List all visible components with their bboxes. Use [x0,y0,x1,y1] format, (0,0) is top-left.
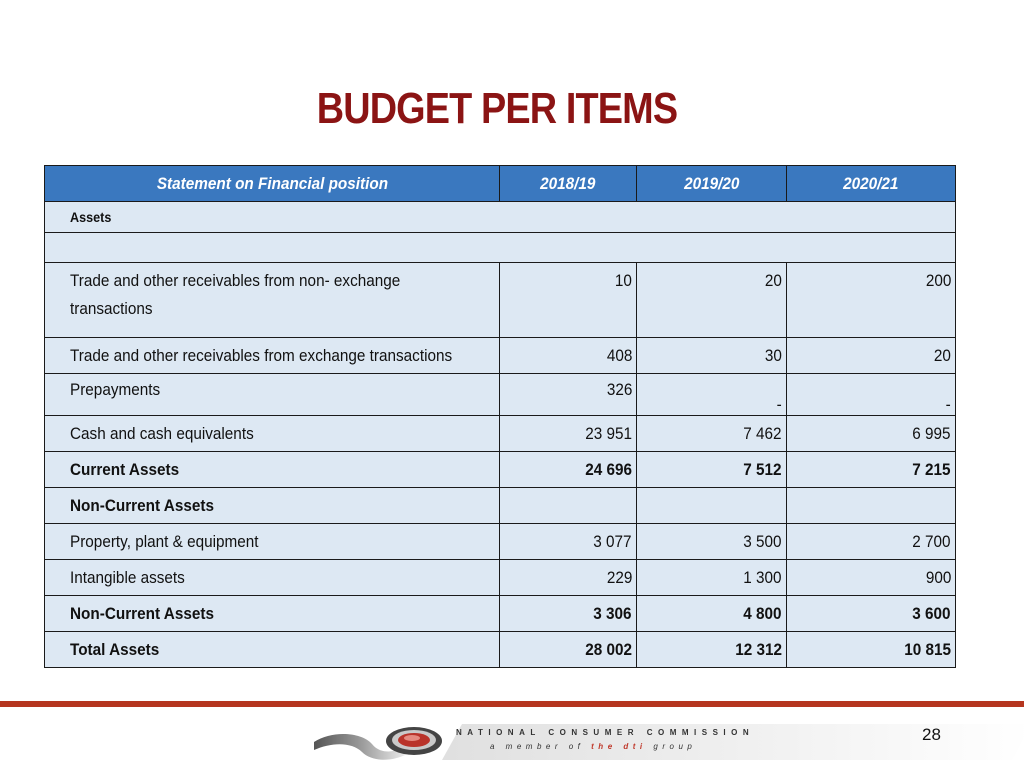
cell-value: 20 [787,338,956,374]
header-statement: Statement on Financial position [45,166,500,202]
org-tagline: a member of the dti group [490,742,697,751]
row-label: Intangible assets [45,560,500,596]
row-label: Cash and cash equivalents [45,416,500,452]
cell-value: 28 002 [500,632,637,668]
table-header-row [45,166,956,202]
row-label: Non-Current Assets [45,596,500,632]
header-2019-20: 2019/20 [637,166,787,202]
cell-value [500,488,637,524]
cell-value [637,488,787,524]
row-label: Property, plant & equipment [45,524,500,560]
cell-value: 200 [787,263,956,338]
cell-value: 20 [637,263,787,338]
table-row-total [45,632,956,668]
cell-value: - [787,374,956,416]
table-row [45,416,956,452]
cell-value: 3 077 [500,524,637,560]
cell-value: 3 600 [787,596,956,632]
row-label: Prepayments [45,374,500,416]
slide-title: BUDGET PER ITEMS [316,84,678,133]
cell-value: 12 312 [637,632,787,668]
table-row [45,560,956,596]
cell-value: 7 512 [637,452,787,488]
header-2018-19: 2018/19 [500,166,637,202]
cell-value: 10 [500,263,637,338]
row-label: Total Assets [45,632,500,668]
cell-value: 7 462 [637,416,787,452]
budget-table [44,165,956,668]
header-2020-21: 2020/21 [787,166,956,202]
table-row-subtotal [45,596,956,632]
section-label: Assets [45,202,956,233]
table-row [45,374,956,416]
cell-value: 1 300 [637,560,787,596]
cell-value: 3 306 [500,596,637,632]
org-name: NATIONAL CONSUMER COMMISSION [456,728,755,737]
cell-value: 229 [500,560,637,596]
table-row-section [45,488,956,524]
cell-value: 3 500 [637,524,787,560]
cell-value: 900 [787,560,956,596]
page-number: 28 [922,725,941,744]
row-label: Trade and other receivables from non- exchange transactions [45,263,500,338]
cell-value: 4 800 [637,596,787,632]
cell-value: 6 995 [787,416,956,452]
footer-divider [0,701,1024,707]
row-label: Trade and other receivables from exchange transactions [45,338,500,374]
cell-value: 23 951 [500,416,637,452]
row-label: Current Assets [45,452,500,488]
section-row-assets [45,202,956,233]
empty-row [45,233,956,263]
cell-value: 30 [637,338,787,374]
table-row-subtotal [45,452,956,488]
table-row [45,338,956,374]
row-label: Non-Current Assets [45,488,500,524]
table-row [45,524,956,560]
cell-value: - [637,374,787,416]
cell-value: 24 696 [500,452,637,488]
cell-value: 7 215 [787,452,956,488]
cell-value: 408 [500,338,637,374]
cell-value: 326 [500,374,637,416]
table-row [45,263,956,338]
cell-value [787,488,956,524]
cell-value: 2 700 [787,524,956,560]
cell-value: 10 815 [787,632,956,668]
